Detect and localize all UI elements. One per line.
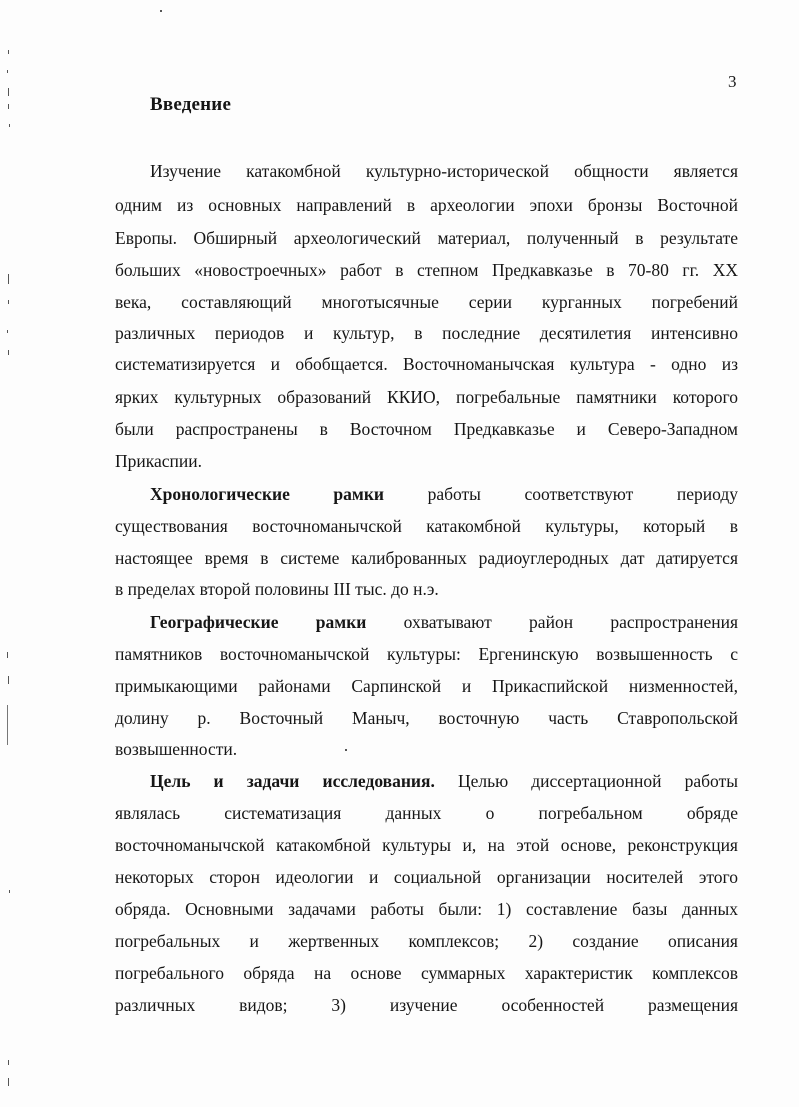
paragraph-4-line-8: различных видов; 3) изучение особенностей размещения (115, 995, 738, 1015)
page-number: 3 (728, 72, 737, 91)
paragraph-4-lead: Цель и задачи исследования. (150, 771, 435, 791)
paragraph-1-line-8: ярких культурных образований ККИО, погребальные памятники которого (115, 387, 738, 407)
paragraph-1-line-6: различных периодов и культур, в последние десятилетия интенсивно (115, 323, 738, 343)
paragraph-3-lead: Географические рамки (150, 612, 367, 632)
paragraph-3-line-1 (150, 611, 738, 633)
paragraph-3-line-3: примыкающими районами Сарпинской и Прикаспийской низменностей, (115, 676, 738, 696)
paragraph-2-lead: Хронологические рамки (150, 484, 385, 504)
paragraph-3-line-5: возвышенности. (115, 739, 238, 759)
paragraph-3-line-1-text: охватывают район распространения (403, 612, 738, 632)
paragraph-4-line-1 (150, 770, 738, 792)
paragraph-4-line-3: восточноманычской катакомбной культуры и, на этой основе, реконструкция (115, 835, 738, 855)
paragraph-2-line-2: существования восточноманычской катакомбной культуры, который в (115, 516, 738, 536)
paragraph-1-line-7: систематизируется и обобщается. Восточноманычская культура - одно из (115, 354, 738, 374)
paragraph-4-line-7: погребального обряда на основе суммарных характеристик комплексов (115, 963, 738, 983)
paragraph-1-line-5: века, составляющий многотысячные серии курганных погребений (115, 292, 738, 312)
paragraph-3-line-4: долину р. Восточный Маныч, восточную часть Ставропольской (115, 708, 738, 728)
page-title: Введение (150, 94, 232, 115)
paragraph-1-line-9: были распространены в Восточном Предкавказье и Северо-Западном (115, 419, 738, 439)
paragraph-2-line-3: настоящее время в системе калиброванных радиоуглеродных дат датируется (115, 548, 738, 568)
paragraph-1-line-3: Европы. Обширный археологический материал, полученный в результате (115, 228, 738, 248)
paragraph-2-line-1-text: работы соответствуют периоду (427, 484, 738, 504)
paragraph-2-line-4: в пределах второй половины III тыс. до н.э. (115, 579, 439, 599)
paragraph-4-line-4: некоторых сторон идеологии и социальной организации носителей этого (115, 867, 738, 887)
paragraph-4-line-2: являлась систематизация данных о погребальном обряде (115, 803, 738, 823)
paragraph-4-line-1-text: Целью диссертационной работы (457, 771, 738, 791)
paragraph-1-line-4: больших «новостроечных» работ в степном Предкавказье в 70-80 гг. XX (115, 260, 738, 280)
paragraph-1-line-10: Прикаспии. (115, 451, 202, 471)
paragraph-3-line-2: памятников восточноманычской культуры: Ергенинскую возвышенность с (115, 644, 738, 664)
paragraph-1-line-2: одним из основных направлений в археологии эпохи бронзы Восточной (115, 195, 738, 215)
paragraph-2-line-1 (150, 483, 738, 505)
paragraph-4-line-6: погребальных и жертвенных комплексов; 2) создание описания (115, 931, 738, 951)
paragraph-4-line-5: обряда. Основными задачами работы были: 1) составление базы данных (115, 899, 738, 919)
paragraph-1-line-1: Изучение катакомбной культурно-исторической общности является (150, 161, 738, 181)
